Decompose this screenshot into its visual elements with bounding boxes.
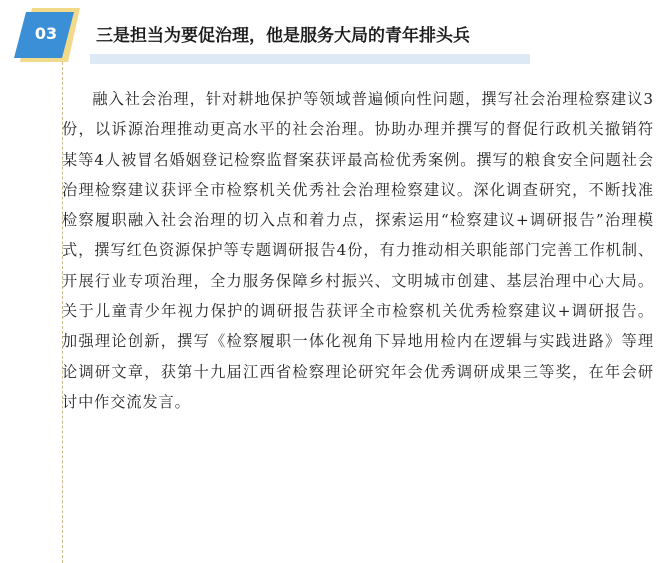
body-paragraph: 融入社会治理，针对耕地保护等领域普遍倾向性问题，撰写社会治理检察建议3份，以诉源治理推动更高水平的社会治理。协助办理并撰写的督促行政机关撤销符某等4人被冒名婚姻登记检察监督案获评最高检优秀案例。撰写的粮食安全问题社会治理检察建议获评全市检察机关优秀社会治理检察建议。深化调查研究，不断找准检察履职融入社会治理的切入点和着力点，探索运用“检察建议+调研报告”治理模式，撰写红色资源保护等专题调研报告4份，有力推动相关职能部门完善工作机制、开展行业专项治理，全力服务保障乡村振兴、文明城市创建、基层治理中心大局。关于儿童青少年视力保护的调研报告获评全市检察机关优秀检察建议+调研报告。加强理论创新，撰写《检察履职一体化视角下异地用检内在逻辑与实践进路》等理论调研文章，获第十九届江西省检察理论研究年会优秀调研成果三等奖，在年会研讨中作交流发言。 bbox=[62, 90, 654, 411]
section-title: 三是担当为要促治理，他是服务大局的青年排头兵 bbox=[96, 26, 470, 46]
section-header bbox=[14, 6, 554, 66]
section-number: 03 bbox=[34, 24, 58, 43]
title-underline bbox=[90, 54, 530, 64]
section-number-badge bbox=[14, 6, 84, 64]
